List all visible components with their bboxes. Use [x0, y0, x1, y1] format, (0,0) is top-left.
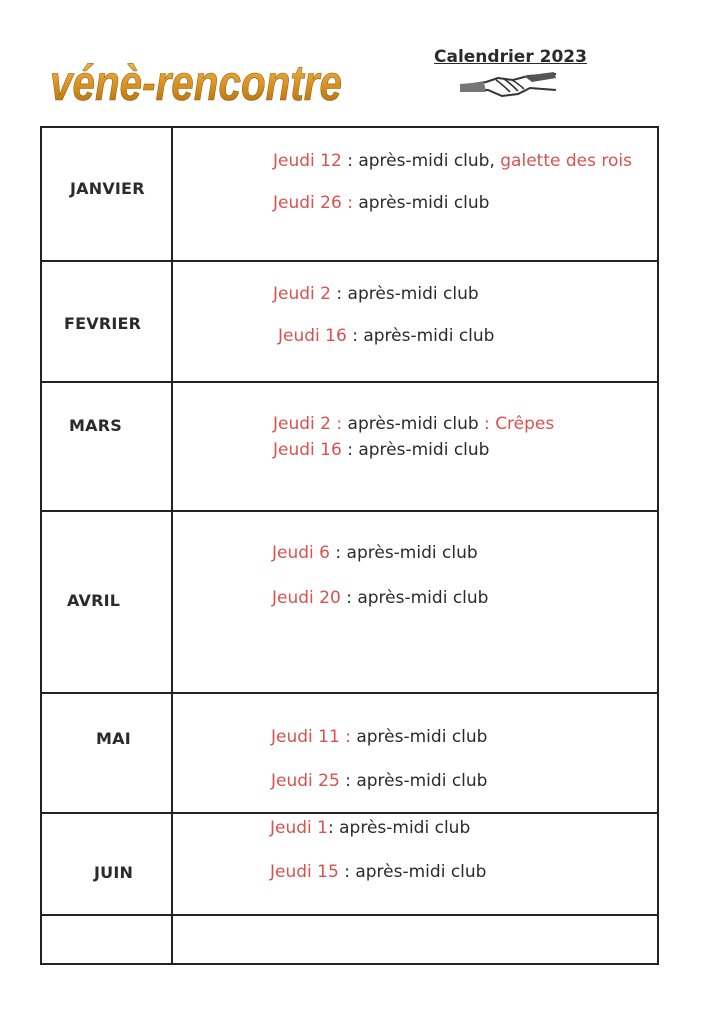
event-text: après-midi club [363, 326, 495, 346]
event-date: Jeudi 26 : [273, 193, 353, 213]
event-text: après-midi club [347, 414, 479, 434]
event-separator: : [338, 862, 356, 882]
event-separator: : [330, 284, 348, 304]
event-date: Jeudi 2 : [273, 414, 343, 434]
vene-rencontre-logo [48, 44, 348, 120]
event-date: Jeudi 12 [273, 151, 342, 171]
event-date: Jeudi 25 [271, 771, 340, 791]
event-line [272, 588, 488, 608]
event-line [273, 151, 632, 171]
column-divider [171, 128, 173, 963]
event-line [278, 326, 494, 346]
row-divider [42, 692, 657, 694]
calendar-title: Calendrier 2023 [434, 47, 587, 67]
event-date: Jeudi 16 [278, 326, 347, 346]
month-mars: MARS [69, 416, 122, 435]
event-text: après-midi club [358, 440, 490, 460]
event-line [270, 862, 486, 882]
row-divider [42, 381, 657, 383]
month-mai: MAI [96, 729, 131, 748]
event-text: après-midi club [346, 543, 478, 563]
event-line [273, 414, 554, 434]
event-date: Jeudi 2 [273, 284, 331, 304]
event-text: après-midi club [355, 862, 487, 882]
calendar-table [40, 126, 659, 965]
event-date: Jeudi 15 [270, 862, 339, 882]
event-line [273, 284, 479, 304]
event-separator: : [346, 326, 364, 346]
event-text: après-midi club [356, 771, 488, 791]
event-date: Jeudi 1 [270, 818, 328, 838]
event-line [272, 543, 478, 563]
event-date: Jeudi 20 [272, 588, 341, 608]
month-fevrier: FEVRIER [64, 314, 142, 333]
month-janvier: JANVIER [70, 179, 145, 198]
event-separator: : [329, 543, 347, 563]
event-text: après-midi club [339, 818, 471, 838]
event-text: après-midi club [358, 193, 490, 213]
event-date: Jeudi 11 : [271, 727, 351, 747]
event-text: après-midi club [357, 588, 489, 608]
svg-text:vénè-rencontre: vénè-rencontre [50, 55, 342, 111]
event-separator: : [341, 440, 359, 460]
month-avril: AVRIL [67, 591, 121, 610]
event-separator: : [340, 588, 358, 608]
month-juin: JUIN [94, 863, 134, 882]
event-line [270, 818, 470, 838]
event-line [273, 193, 489, 213]
handshake-icon [458, 70, 558, 100]
event-line [273, 440, 489, 460]
event-separator: : [339, 771, 357, 791]
event-line [271, 727, 487, 747]
event-date: Jeudi 6 [272, 543, 330, 563]
event-extra: : Crêpes [478, 414, 555, 434]
event-separator: : [327, 818, 340, 838]
event-text: après-midi club, [358, 151, 501, 171]
row-divider [42, 812, 657, 814]
event-text: après-midi club [356, 727, 488, 747]
event-extra: galette des rois [500, 151, 632, 171]
event-text: après-midi club [347, 284, 479, 304]
row-divider [42, 914, 657, 916]
event-date: Jeudi 16 [273, 440, 342, 460]
row-divider [42, 510, 657, 512]
event-line [271, 771, 487, 791]
row-divider [42, 260, 657, 262]
event-separator: : [341, 151, 359, 171]
